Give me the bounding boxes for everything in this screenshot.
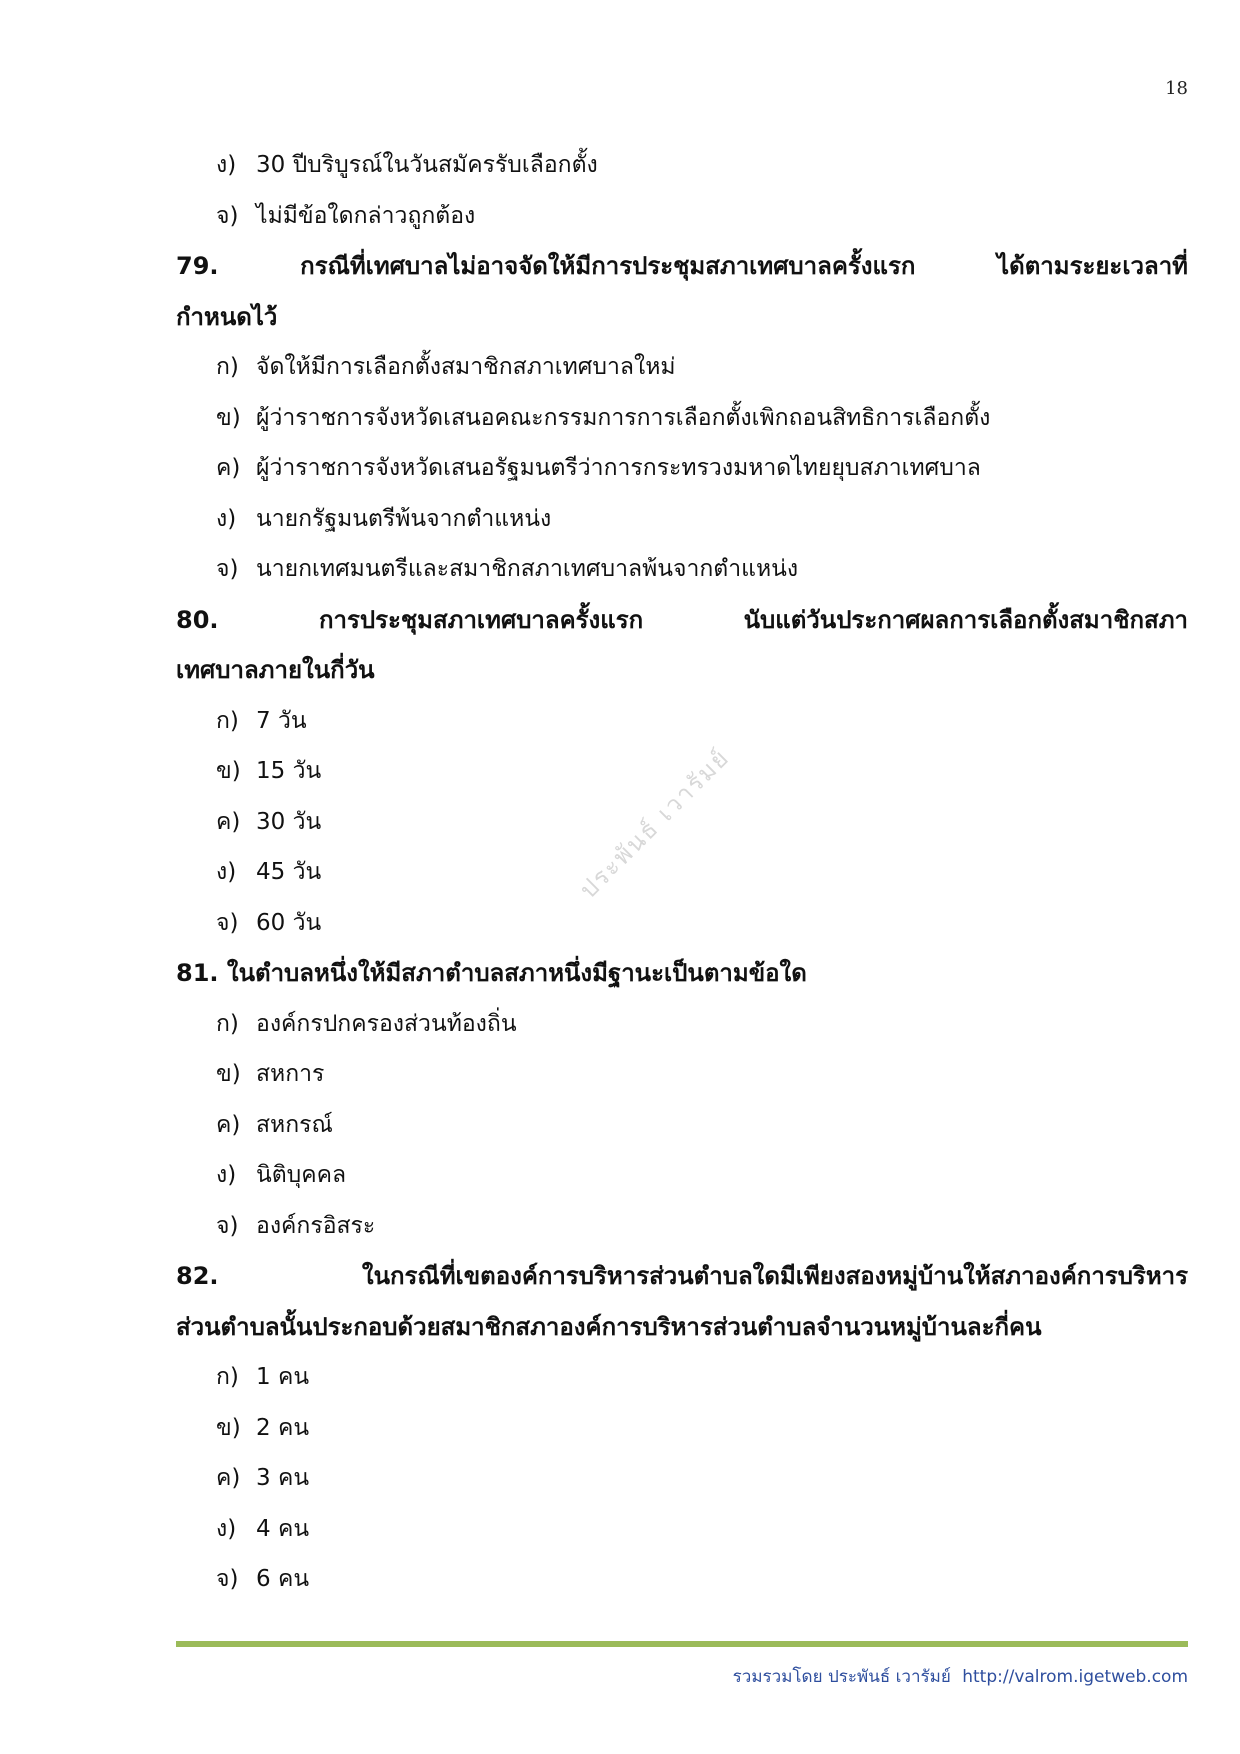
option-label: ก) [216, 1364, 239, 1390]
option-text: จัดให้มีการเลือกตั้งสมาชิกสภาเทศบาลใหม่ [256, 354, 676, 380]
question-line: 81. ในตำบลหนึ่งให้มีสภาตำบลสภาหนึ่งมีฐานะเป็นตามข้อใด [176, 959, 807, 987]
answer-option [216, 544, 1188, 595]
answer-option [216, 1352, 1188, 1403]
option-text: นิติบุคคล [256, 1162, 347, 1188]
question [176, 948, 1188, 999]
option-label: ข) [216, 404, 241, 431]
option-text: 15 วัน [256, 758, 322, 784]
option-text: 30 ปีบริบูรณ์ในวันสมัครรับเลือกตั้ง [256, 152, 598, 178]
answer-option [216, 1554, 1188, 1605]
footer [727, 1663, 1188, 1690]
option-label: ก) [216, 1010, 239, 1037]
question-line: 80. การประชุมสภาเทศบาลครั้งแรก นับแต่วันประกาศผลการเลือกตั้งสมาชิกสภา [176, 605, 1188, 634]
question [176, 595, 1188, 696]
option-label: จ) [216, 909, 239, 936]
answer-option [216, 140, 1188, 191]
option-text: ผู้ว่าราชการจังหวัดเสนอรัฐมนตรีว่าการกระทรวงมหาดไทยยุบสภาเทศบาล [256, 455, 981, 481]
option-text: 2 คน [256, 1414, 310, 1441]
footer-rule [176, 1641, 1188, 1647]
question [176, 241, 1188, 342]
answer-option [216, 1150, 1188, 1201]
option-text: 30 วัน [256, 808, 322, 835]
option-label: ง) [216, 152, 237, 178]
option-label: ง) [216, 1515, 237, 1542]
option-text: 6 คน [256, 1566, 310, 1592]
option-text: ผู้ว่าราชการจังหวัดเสนอคณะกรรมการการเลือกตั้งเพิกถอนสิทธิการเลือกตั้ง [256, 404, 991, 431]
option-label: ข) [216, 1061, 241, 1087]
option-label: ข) [216, 1414, 241, 1441]
option-label: ก) [216, 707, 239, 734]
question-line: ส่วนตำบลนั้นประกอบด้วยสมาชิกสภาองค์การบริหารส่วนตำบลจำนวนหมู่บ้านละกี่คน [176, 1312, 1042, 1341]
answer-option [216, 696, 1188, 747]
answer-option [216, 494, 1188, 545]
answer-option [216, 443, 1188, 494]
option-label: ข) [216, 758, 241, 784]
option-label: ค) [216, 455, 241, 481]
document-body [176, 140, 1188, 1605]
option-label: จ) [216, 1212, 239, 1239]
question-line: 79. กรณีที่เทศบาลไม่อาจจัดให้มีการประชุมสภาเทศบาลครั้งแรก ได้ตามระยะเวลาที่ [176, 252, 1188, 280]
option-text: นายกรัฐมนตรีพ้นจากตำแหน่ง [256, 505, 552, 532]
question-line: กำหนดไว้ [176, 302, 278, 331]
answer-option [216, 342, 1188, 393]
page-number: 18 [1165, 78, 1188, 99]
option-text: 45 วัน [256, 859, 322, 885]
footer-compiled-by: รวมรวมโดย ประพันธ์ เวารัมย์ [732, 1667, 951, 1687]
question [176, 1251, 1188, 1352]
footer-url[interactable]: http://valrom.igetweb.com [962, 1667, 1188, 1687]
option-label: ง) [216, 1162, 237, 1188]
option-label: จ) [216, 202, 239, 229]
option-text: ไม่มีข้อใดกล่าวถูกต้อง [256, 202, 476, 229]
option-label: ค) [216, 1111, 241, 1138]
option-text: 3 คน [256, 1465, 310, 1491]
answer-option [216, 999, 1188, 1050]
option-text: นายกเทศมนตรีและสมาชิกสภาเทศบาลพ้นจากตำแหน่ง [256, 556, 799, 582]
answer-option [216, 191, 1188, 242]
watermark: ประพันธ์ เวารัมย์ [574, 743, 736, 905]
option-text: 7 วัน [256, 707, 307, 734]
option-text: สหการ [256, 1061, 325, 1087]
option-label: จ) [216, 1566, 239, 1592]
answer-option [216, 797, 1188, 848]
option-text: องค์กรปกครองส่วนท้องถิ่น [256, 1010, 517, 1037]
option-text: 1 คน [256, 1364, 310, 1390]
option-label: ก) [216, 354, 239, 380]
option-label: จ) [216, 556, 239, 582]
option-label: ค) [216, 808, 241, 835]
answer-option [216, 847, 1188, 898]
answer-option [216, 393, 1188, 444]
option-text: 4 คน [256, 1515, 310, 1542]
answer-option [216, 1453, 1188, 1504]
question-line: 82. ในกรณีที่เขตองค์การบริหารส่วนตำบลใดมีเพียงสองหมู่บ้านให้สภาองค์การบริหาร [176, 1262, 1188, 1290]
answer-option [216, 1100, 1188, 1151]
question-line: เทศบาลภายในกี่วัน [176, 656, 375, 684]
option-text: สหกรณ์ [256, 1111, 333, 1138]
option-text: 60 วัน [256, 909, 322, 936]
answer-option [216, 1049, 1188, 1100]
option-label: ง) [216, 859, 237, 885]
answer-option [216, 1403, 1188, 1454]
option-text: องค์กรอิสระ [256, 1212, 376, 1239]
answer-option [216, 1504, 1188, 1555]
answer-option [216, 1201, 1188, 1252]
option-label: ง) [216, 505, 237, 532]
option-label: ค) [216, 1465, 241, 1491]
answer-option [216, 898, 1188, 949]
